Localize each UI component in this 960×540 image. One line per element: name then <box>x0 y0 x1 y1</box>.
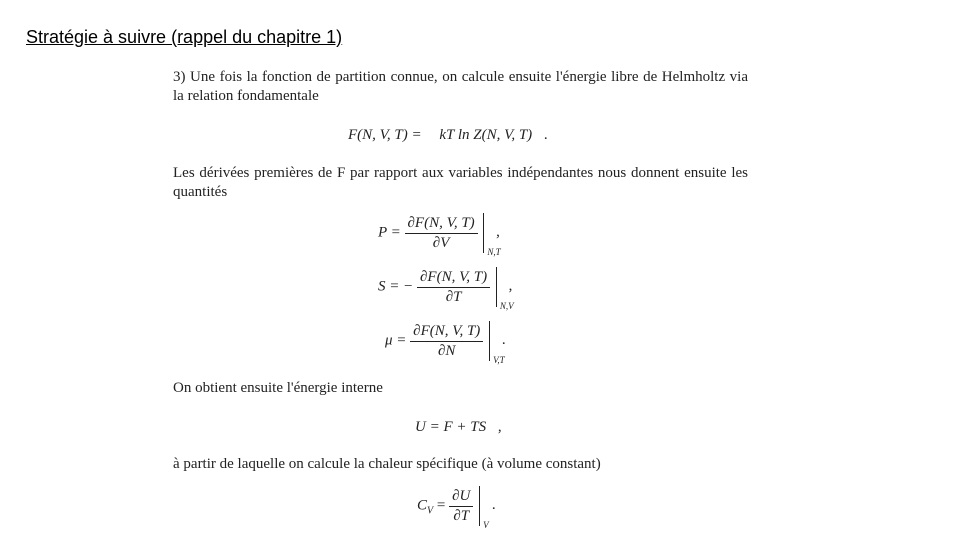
helmholtz-punct: . <box>543 127 548 143</box>
heat-capacity-subscript: V <box>483 520 489 530</box>
pressure-punct: , <box>496 224 500 241</box>
chemical-denominator: ∂N <box>438 342 456 359</box>
entropy-subscript: N,V <box>499 301 514 311</box>
paragraph-heat-capacity: à partir de laquelle on calcule la chaleur spécifique (à volume constant) <box>173 456 601 472</box>
pressure-denominator: ∂V <box>432 234 450 251</box>
pressure-lhs: P = <box>378 224 401 241</box>
paragraph-derivatives: Les dérivées premières de F par rapport aux variables indépendantes nous donnent ensuite les quantités <box>173 165 748 200</box>
chemical-numerator: ∂F(N, V, T) <box>410 323 483 342</box>
equation-entropy <box>378 267 514 311</box>
pressure-fraction <box>405 215 478 252</box>
pressure-subscript: N,T <box>487 247 501 257</box>
paragraph-internal-energy: On obtient ensuite l'énergie interne <box>173 380 383 396</box>
entropy-punct: , <box>508 278 513 295</box>
chemical-fraction <box>410 323 483 360</box>
internal-energy-expr: U = F + TS <box>415 419 487 435</box>
entropy-lhs: S = − <box>378 278 414 295</box>
heat-capacity-punct: . <box>491 497 496 514</box>
paragraph-helmholtz: 3) Une fois la fonction de partition connue, on calcule ensuite l'énergie libre de Helmholtz via la relation fondamentale <box>173 69 748 104</box>
helmholtz-rhs: kT ln Z(N, V, T) <box>439 127 533 143</box>
heat-capacity-lhs: C <box>417 497 428 514</box>
heat-capacity-numerator: ∂U <box>449 488 473 507</box>
equation-chemical-potential <box>385 321 506 365</box>
entropy-fraction <box>417 269 490 306</box>
equation-heat-capacity <box>417 486 496 530</box>
chemical-punct: . <box>501 332 506 349</box>
chemical-evaluation-bar <box>489 321 505 365</box>
slide-title: Stratégie à suivre (rappel du chapitre 1) <box>26 27 343 47</box>
entropy-denominator: ∂T <box>445 288 462 305</box>
equation-pressure <box>378 213 501 257</box>
pressure-numerator: ∂F(N, V, T) <box>405 215 478 234</box>
chemical-lhs: μ = <box>385 332 407 349</box>
pressure-evaluation-bar <box>483 213 501 257</box>
entropy-numerator: ∂F(N, V, T) <box>417 269 490 288</box>
equation-helmholtz <box>348 127 548 144</box>
internal-energy-punct: , <box>497 419 502 435</box>
equation-internal-energy <box>415 419 502 436</box>
heat-capacity-evaluation-bar <box>479 486 489 530</box>
chemical-subscript: V,T <box>493 355 505 365</box>
entropy-evaluation-bar <box>496 267 514 311</box>
helmholtz-lhs: F(N, V, T) = <box>348 127 422 143</box>
heat-capacity-lhs-subscript: V <box>427 505 434 517</box>
heat-capacity-equals: = <box>436 497 446 514</box>
heat-capacity-fraction <box>449 488 473 525</box>
heat-capacity-denominator: ∂T <box>453 507 470 524</box>
